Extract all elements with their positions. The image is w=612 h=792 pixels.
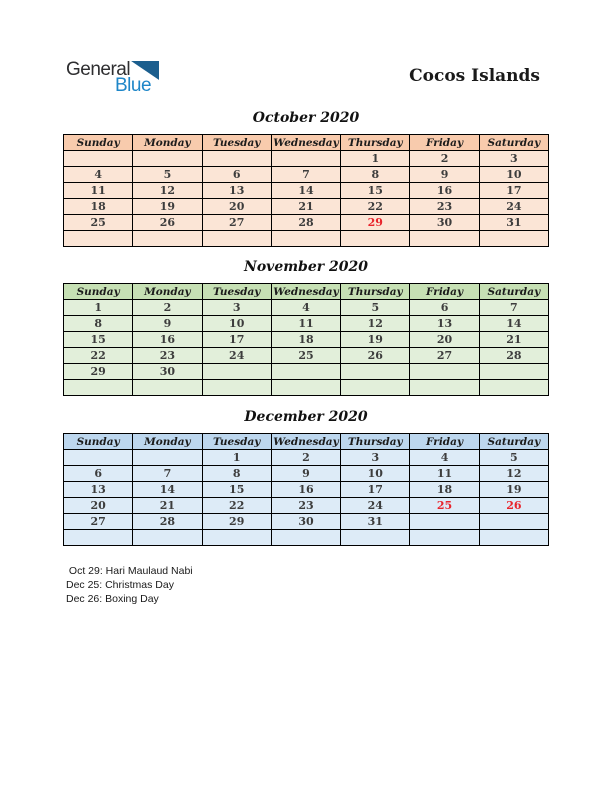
weekday-header-row [64, 434, 549, 450]
day-cell: 17 [341, 482, 410, 498]
month-title: November 2020 [244, 259, 368, 275]
day-cell: 23 [133, 348, 202, 364]
weekday-header: Friday [410, 434, 479, 450]
day-cell: 14 [479, 316, 548, 332]
day-cell [202, 380, 271, 396]
day-cell: 6 [202, 167, 271, 183]
weekday-header: Thursday [341, 434, 410, 450]
day-cell: 21 [133, 498, 202, 514]
weekday-header: Saturday [479, 135, 548, 151]
day-cell: 24 [341, 498, 410, 514]
weekday-header: Tuesday [202, 284, 271, 300]
day-cell: 30 [133, 364, 202, 380]
weekday-header: Sunday [64, 284, 133, 300]
day-cell [202, 231, 271, 247]
weekday-header: Tuesday [202, 434, 271, 450]
day-cell: 7 [133, 466, 202, 482]
day-cell [133, 530, 202, 546]
weekday-header: Monday [133, 135, 202, 151]
weekday-header: Friday [410, 135, 479, 151]
day-cell: 15 [64, 332, 133, 348]
weekday-header: Thursday [341, 135, 410, 151]
day-cell [202, 530, 271, 546]
day-cell: 26 [341, 348, 410, 364]
day-cell [64, 380, 133, 396]
week-row [64, 316, 549, 332]
day-cell: 19 [133, 199, 202, 215]
week-row [64, 498, 549, 514]
calendar-table [63, 134, 549, 247]
day-cell: 10 [341, 466, 410, 482]
day-cell: 16 [271, 482, 340, 498]
day-cell: 18 [410, 482, 479, 498]
day-cell: 9 [133, 316, 202, 332]
day-cell: 31 [341, 514, 410, 530]
day-cell: 5 [479, 450, 548, 466]
day-cell: 15 [341, 183, 410, 199]
week-row [64, 167, 549, 183]
day-cell [410, 231, 479, 247]
day-cell: 30 [410, 215, 479, 231]
day-cell: 18 [271, 332, 340, 348]
day-cell: 28 [271, 215, 340, 231]
day-cell: 26 [133, 215, 202, 231]
day-cell [271, 151, 340, 167]
day-cell [271, 530, 340, 546]
holiday-day-cell: 26 [479, 498, 548, 514]
day-cell: 29 [64, 364, 133, 380]
day-cell: 2 [410, 151, 479, 167]
week-row [64, 199, 549, 215]
day-cell: 13 [64, 482, 133, 498]
day-cell: 22 [202, 498, 271, 514]
day-cell: 12 [479, 466, 548, 482]
day-cell: 28 [479, 348, 548, 364]
day-cell [271, 231, 340, 247]
day-cell [479, 514, 548, 530]
day-cell [410, 514, 479, 530]
day-cell: 4 [64, 167, 133, 183]
page-title: Cocos Islands [409, 66, 540, 86]
day-cell: 21 [271, 199, 340, 215]
weekday-header: Saturday [479, 284, 548, 300]
day-cell [64, 231, 133, 247]
day-cell: 1 [202, 450, 271, 466]
week-row [64, 348, 549, 364]
day-cell [341, 364, 410, 380]
logo-text-general: General [66, 59, 131, 80]
day-cell [341, 530, 410, 546]
day-cell: 24 [202, 348, 271, 364]
holiday-entry: Oct 29: Hari Maulaud Nabi [66, 565, 193, 577]
day-cell: 8 [64, 316, 133, 332]
day-cell: 11 [271, 316, 340, 332]
holiday-entry: Dec 26: Boxing Day [66, 593, 159, 605]
day-cell: 1 [64, 300, 133, 316]
calendar-table [63, 283, 549, 396]
day-cell: 5 [133, 167, 202, 183]
day-cell: 29 [202, 514, 271, 530]
day-cell: 18 [64, 199, 133, 215]
weekday-header: Wednesday [273, 136, 339, 149]
holiday-day-cell: 25 [410, 498, 479, 514]
day-cell [410, 380, 479, 396]
day-cell: 7 [271, 167, 340, 183]
day-cell [410, 364, 479, 380]
day-cell [479, 364, 548, 380]
day-cell [133, 151, 202, 167]
weekday-header-row [64, 135, 549, 151]
day-cell [479, 530, 548, 546]
week-row [64, 482, 549, 498]
day-cell: 8 [202, 466, 271, 482]
day-cell: 28 [133, 514, 202, 530]
day-cell: 8 [341, 167, 410, 183]
day-cell [479, 380, 548, 396]
day-cell: 20 [410, 332, 479, 348]
month-november [63, 259, 549, 396]
weekday-header: Tuesday [202, 135, 271, 151]
day-cell [64, 530, 133, 546]
weekday-header: Monday [133, 284, 202, 300]
day-cell: 9 [410, 167, 479, 183]
day-cell: 12 [341, 316, 410, 332]
day-cell: 11 [64, 183, 133, 199]
day-cell: 31 [479, 215, 548, 231]
week-row [64, 380, 549, 396]
day-cell: 14 [271, 183, 340, 199]
logo-text-blue: Blue [115, 75, 152, 96]
week-row [64, 332, 549, 348]
week-row [64, 530, 549, 546]
day-cell: 20 [64, 498, 133, 514]
month-october [63, 110, 549, 247]
week-row [64, 466, 549, 482]
day-cell: 22 [341, 199, 410, 215]
day-cell: 7 [479, 300, 548, 316]
day-cell: 3 [202, 300, 271, 316]
month-title: December 2020 [244, 409, 368, 425]
week-row [64, 364, 549, 380]
week-row [64, 514, 549, 530]
day-cell: 27 [202, 215, 271, 231]
day-cell [133, 231, 202, 247]
day-cell: 17 [479, 183, 548, 199]
day-cell: 27 [410, 348, 479, 364]
day-cell: 23 [410, 199, 479, 215]
day-cell: 22 [64, 348, 133, 364]
day-cell: 3 [479, 151, 548, 167]
day-cell [410, 530, 479, 546]
weekday-header: Sunday [64, 135, 133, 151]
day-cell: 19 [479, 482, 548, 498]
day-cell: 1 [341, 151, 410, 167]
day-cell: 6 [410, 300, 479, 316]
day-cell [133, 450, 202, 466]
day-cell: 4 [271, 300, 340, 316]
day-cell: 16 [133, 332, 202, 348]
day-cell: 13 [202, 183, 271, 199]
month-title: October 2020 [252, 110, 360, 126]
weekday-header: Thursday [341, 284, 410, 300]
day-cell: 9 [271, 466, 340, 482]
day-cell: 20 [202, 199, 271, 215]
day-cell: 21 [479, 332, 548, 348]
day-cell: 15 [202, 482, 271, 498]
holiday-day-cell: 29 [341, 215, 410, 231]
day-cell [202, 151, 271, 167]
day-cell: 14 [133, 482, 202, 498]
general-blue-logo [66, 60, 159, 95]
week-row [64, 151, 549, 167]
day-cell: 10 [202, 316, 271, 332]
day-cell: 27 [64, 514, 133, 530]
day-cell: 23 [271, 498, 340, 514]
weekday-header: Wednesday [273, 285, 339, 298]
day-cell: 13 [410, 316, 479, 332]
weekday-header: Friday [410, 284, 479, 300]
weekday-header: Monday [133, 434, 202, 450]
month-december [63, 409, 549, 546]
holiday-entry: Dec 25: Christmas Day [66, 579, 174, 591]
day-cell [202, 364, 271, 380]
day-cell [271, 380, 340, 396]
day-cell: 4 [410, 450, 479, 466]
day-cell: 11 [410, 466, 479, 482]
day-cell [341, 231, 410, 247]
day-cell: 10 [479, 167, 548, 183]
day-cell: 19 [341, 332, 410, 348]
weekday-header: Wednesday [273, 435, 339, 448]
day-cell: 16 [410, 183, 479, 199]
day-cell: 3 [341, 450, 410, 466]
day-cell: 12 [133, 183, 202, 199]
week-row [64, 183, 549, 199]
holiday-list [66, 564, 193, 606]
day-cell: 25 [64, 215, 133, 231]
day-cell: 6 [64, 466, 133, 482]
weekday-header: Saturday [479, 434, 548, 450]
day-cell: 17 [202, 332, 271, 348]
day-cell [64, 151, 133, 167]
day-cell: 5 [341, 300, 410, 316]
day-cell: 24 [479, 199, 548, 215]
day-cell [479, 231, 548, 247]
week-row [64, 300, 549, 316]
week-row [64, 215, 549, 231]
day-cell: 2 [133, 300, 202, 316]
day-cell [341, 380, 410, 396]
day-cell [271, 364, 340, 380]
weekday-header: Sunday [64, 434, 133, 450]
week-row [64, 450, 549, 466]
day-cell [64, 450, 133, 466]
day-cell: 25 [271, 348, 340, 364]
week-row [64, 231, 549, 247]
day-cell [133, 380, 202, 396]
day-cell: 2 [271, 450, 340, 466]
day-cell: 30 [271, 514, 340, 530]
calendar-table [63, 433, 549, 546]
weekday-header-row [64, 284, 549, 300]
